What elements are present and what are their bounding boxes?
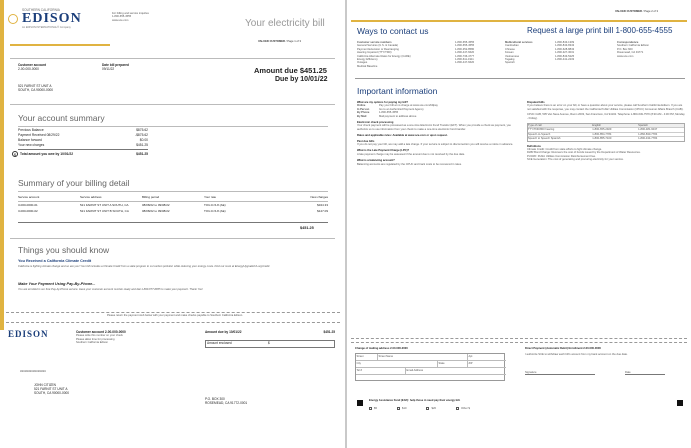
- summary-value: $451.25: [136, 143, 148, 147]
- options-heading: What are my options for paying my bill?: [357, 101, 409, 104]
- language-item: Spanish: [505, 61, 515, 65]
- contact-number: 1-800-655-4555: [455, 41, 475, 44]
- table-cell: Speech to Speech Spanish: [528, 137, 561, 141]
- account-block: [18, 63, 46, 71]
- climate-credit-text: California is fighting climate change and so are you! Your bill includes a Climate Credit from a state program to cut carbon pollution while reducing your energy costs. Find out more at EnergyUpgradeCA.org/credit.: [18, 265, 271, 268]
- balancing-heading: What is a balancing account?: [357, 159, 395, 163]
- column-header: Service account: [18, 195, 40, 199]
- language-number: 1-800-843-1309: [555, 41, 575, 44]
- account-number: 2-00-000-0000: [18, 67, 39, 72]
- divider: [18, 126, 328, 127]
- table-cell: 1-866-830-7784: [638, 132, 658, 136]
- contact-number: 1-800-352-8580: [455, 47, 475, 51]
- table-header: [18, 195, 328, 199]
- language-item: Tagalog: [505, 58, 515, 62]
- option-row: [357, 115, 517, 118]
- summary-value: -$875.62: [134, 133, 148, 137]
- stub-logo: [8, 330, 58, 339]
- eaf-option[interactable]: [369, 407, 377, 410]
- contact-number: 1-800-736-4777: [455, 54, 475, 58]
- table-cell: 3-000-0000-01: [18, 203, 38, 207]
- contact-item: California Alternate Rates for Energy (CARE): [357, 54, 411, 58]
- electronic-check-text: Your check payment will be processed as a one-time Electronic Fund Transfer (EFT). When you provide a check as payment, you authorize us to use information from your check to make a one-time electronic fund transfer.: [357, 124, 511, 131]
- definition-item: Climate Credit: Credit from state efforts to fight climate change.: [527, 148, 602, 152]
- summary-label: Previous Balance: [18, 128, 44, 132]
- correspondence-heading: Correspondence: [617, 41, 639, 44]
- field-label: City: [356, 361, 361, 365]
- stub-amount-value: $451.25: [323, 330, 335, 334]
- contacts-list: [357, 41, 437, 68]
- contact-item: Outages: [357, 61, 368, 65]
- climate-credit-heading: You Received a California Climate Credit: [18, 259, 92, 263]
- important-info-title: Important information: [357, 86, 438, 96]
- table-cell: Speech-to-Speech: [528, 132, 551, 136]
- language-number: 1-800-628-8843: [555, 47, 575, 51]
- language-number: 1-800-843-5225: [555, 54, 575, 58]
- state-field[interactable]: [438, 361, 468, 368]
- table-cell: 1-800-434-7784: [638, 137, 658, 141]
- logo-top-text: SOUTHERN CALIFORNIA: [22, 8, 60, 12]
- total-value: $451.25: [136, 152, 148, 156]
- sce-logo: [10, 8, 102, 42]
- customer-page-line: VALUED CUSTOMER / Page 2 of 3: [615, 10, 658, 13]
- eaf-option-label: $5: [374, 407, 377, 410]
- table-row: [528, 127, 684, 131]
- tear-line: [6, 312, 340, 313]
- divider: [10, 58, 335, 59]
- city-field[interactable]: [356, 361, 438, 368]
- table-cell: 1-800-655-2929: [592, 128, 612, 132]
- checkbox-icon[interactable]: [426, 407, 429, 410]
- account-summary-title: Your account summary: [18, 113, 105, 123]
- billing-detail-title: Summary of your billing detail: [18, 178, 130, 188]
- column-header: New charges: [310, 195, 328, 199]
- lpc-heading: What is the Late Payment Charge (LPC)?: [357, 149, 410, 153]
- tear-line: [351, 342, 687, 343]
- signature-field[interactable]: Signature: [525, 371, 595, 375]
- zip-field[interactable]: [468, 361, 506, 368]
- pay-by-phone-heading: Make Your Payment Using Pay-By-Phone...: [18, 282, 96, 286]
- remit-line: ROSEMEAD, CA 91772-0001: [205, 401, 248, 406]
- field-label: Street Name: [378, 354, 394, 358]
- service-address: [18, 84, 53, 92]
- barcode-text: 0000000000000000: [20, 370, 46, 373]
- change-address-form: [355, 353, 505, 381]
- stub-account: [76, 330, 166, 344]
- language-item: Vietnamese: [505, 54, 520, 58]
- phone-line: 1-800-655-4555: [112, 15, 132, 19]
- option-key: By Phone: [357, 111, 370, 115]
- logo-underline: [10, 44, 110, 46]
- tear-line: [351, 338, 687, 339]
- definition-item: PUCRF: Public Utilities Commission Reimbursement Fee.: [527, 154, 596, 158]
- address-line: 521 FARNIT ST UNIT A: [18, 84, 52, 88]
- account-label: Customer account: [18, 63, 46, 67]
- divider: [18, 222, 328, 223]
- option-key: By Mail: [357, 114, 367, 118]
- important-left-column: [357, 101, 517, 166]
- divider: [355, 78, 685, 79]
- field-label: Apt: [468, 354, 473, 358]
- logo-subtext: An EDISON INTERNATIONAL® Company: [22, 26, 71, 29]
- table-cell: 1-800-854-7784: [592, 132, 612, 136]
- option-key: In Person: [357, 107, 370, 111]
- checkbox-icon[interactable]: [369, 407, 372, 410]
- column-header: Spanish: [638, 124, 648, 128]
- eaf-options: [369, 407, 470, 410]
- multicultural-list: [505, 41, 550, 65]
- language-item: Cambodian: [505, 44, 519, 48]
- mailing-address: [34, 383, 69, 396]
- eaf-option-label: Other $: [460, 407, 470, 410]
- summary-row: [18, 138, 148, 142]
- table-cell: TOU-D-5-8 (AE): [204, 203, 226, 207]
- cpuc-text: CPUC CAB, 505 Van Ness Avenue, Room 2003, San Francisco, CA 94102. Telephone 1-800-649-7570 (8:30 AM - 4:30 PM, Monday - Friday).: [527, 113, 685, 120]
- correspondence-line: Rosemead, CA 91771: [617, 51, 644, 55]
- field-label: ZIP: [468, 361, 473, 365]
- lpc-text: A late payment charge may be assessed if the amount due is not received by the due date.: [357, 152, 466, 156]
- language-item: Korean: [505, 51, 514, 55]
- billing-table: [18, 195, 328, 213]
- amount-due-heading: Amount due $451.25: [254, 66, 327, 75]
- option-value: Go to an Authorized Payment Agency: [379, 107, 424, 111]
- due-by-heading: Due by 10/01/22: [275, 76, 328, 83]
- correspondence-block: [617, 41, 687, 58]
- website-link[interactable]: www.sce.com: [617, 54, 634, 58]
- tear-line: [6, 322, 340, 323]
- checkbox-icon[interactable]: [456, 407, 459, 410]
- stub-note: Please return the payment stub below with your payment and make checks payable to Southern California Edison.: [107, 314, 243, 317]
- large-print-title: Request a large print bill 1-800-655-4555: [527, 26, 673, 35]
- logo-word: EDISON: [22, 11, 82, 26]
- table-cell: TTY/TDD/800 hearing: [528, 128, 555, 132]
- eaf-title: Energy Assistance Fund (EAF): help those in need pay their energy bill.: [369, 399, 461, 402]
- page-number: Page 1 of 3: [287, 40, 301, 43]
- important-right-column: [527, 101, 685, 162]
- language-number: 1-800-327-3031: [555, 51, 575, 55]
- registration-mark: [677, 400, 683, 406]
- mail-address-line: 521 FARNIT ST UNIT A: [34, 387, 68, 392]
- date-block: [102, 63, 129, 71]
- summary-label: Payment Received 08/29/22: [18, 133, 60, 137]
- divider: [18, 191, 328, 192]
- stub-line: Southern California Edison: [76, 341, 108, 345]
- language-number: 1-800-441-2233: [555, 58, 575, 62]
- table-cell: 1-800-481-9047: [638, 128, 658, 132]
- divider: [18, 149, 148, 150]
- summary-label: Your new charges: [18, 143, 45, 147]
- stub-logo-word: EDISON: [8, 329, 49, 339]
- page-number: Page 2 of 3: [644, 10, 658, 13]
- summary-row: [18, 128, 148, 132]
- multicultural-numbers: [555, 41, 600, 61]
- gold-rule: [351, 20, 687, 22]
- language-table: [527, 123, 685, 142]
- amount-enclosed-prefix: $: [268, 341, 270, 345]
- contact-number: 1-800-611-1911: [455, 58, 474, 62]
- column-header: English: [592, 124, 602, 128]
- customer-name: VALUED CUSTOMER: [258, 40, 285, 43]
- contact-item: Hearing Impaired (TTY/TDD): [357, 51, 392, 55]
- disputes-text: If you believe there is an error on your bill, or have a question about your service, please call Southern California Edison. If you are not satisfied with the response, you may contact the California Public Utilities Commission (CPUC) Consumer Affairs Branch (CAB).: [527, 104, 684, 111]
- things-title: Things you should know: [18, 245, 110, 255]
- street-name-field[interactable]: [378, 354, 468, 361]
- checkbox-icon[interactable]: [397, 407, 400, 410]
- change-address-title: Change of mailing address 2-00-000-0000: [355, 347, 408, 350]
- multicultural-heading: Multicultural services: [505, 41, 533, 44]
- stub-amount-due: [205, 330, 335, 334]
- definition-item: DWR Bond Charge: Recovers the cost of bonds issued by the Department of Water Resources.: [527, 151, 641, 155]
- field-label: State: [438, 361, 445, 365]
- option-value: 1-800-655-4555: [379, 111, 399, 115]
- language-number: 1-800-843-8343: [555, 44, 575, 48]
- column-header: Service address: [80, 195, 102, 199]
- table-row: [528, 136, 684, 140]
- field-label: Street: [356, 354, 364, 358]
- rates-heading: Rates and applicable rules: Available at www.sce.com or upon request.: [357, 134, 448, 138]
- field-label: Tel #: [356, 368, 362, 372]
- contacts-numbers: [455, 41, 500, 65]
- column-header: Billing period: [142, 195, 160, 199]
- address-line: SOUTH, CA 90000-0000: [18, 88, 54, 93]
- field-label: Email Address: [406, 368, 424, 372]
- amount-enclosed-label: Amount enclosed: [207, 341, 232, 345]
- stub-amount-label: Amount due by 10/01/22: [205, 330, 242, 334]
- divider: [10, 238, 335, 239]
- table-cell: 3-000-0000-02: [18, 209, 38, 213]
- logo-ring-icon: [8, 14, 18, 24]
- summary-row: [18, 133, 148, 137]
- eaf-option-label: $20: [431, 407, 436, 410]
- stub-line: Please allow time for processing: [76, 337, 115, 341]
- balancing-text: Balancing accounts are regulated by the CPUC and track costs to be recovered in rates.: [357, 162, 462, 166]
- email-field[interactable]: [406, 368, 506, 375]
- bill-title: Your electricity bill: [245, 18, 325, 29]
- correspondence-line: P.O. Box 600: [617, 47, 633, 51]
- contact-number: 1-800-447-6620: [455, 61, 475, 65]
- apt-field[interactable]: [468, 354, 506, 361]
- past-due-heading: Past due bills: [357, 139, 375, 143]
- contact-heading: Customer service numbers: [357, 41, 392, 44]
- correspondence-line: Southern California Edison: [617, 44, 649, 48]
- contact-number: 1-800-655-4555: [455, 44, 475, 48]
- summary-value: $0.00: [139, 138, 148, 142]
- divider: [10, 104, 335, 105]
- disputes-heading: Disputed bills: [527, 101, 545, 104]
- customer-page-line: VALUED CUSTOMER / Page 1 of 3: [258, 40, 301, 43]
- table-cell: 1-800-855-7100: [592, 137, 612, 141]
- bill-page-2: [347, 0, 691, 448]
- phone-field[interactable]: [356, 368, 406, 375]
- definitions-heading: Definitions: [527, 144, 541, 148]
- date-field[interactable]: Date: [625, 371, 665, 375]
- amount-enclosed-field[interactable]: [205, 340, 335, 348]
- date-label: Date bill prepared: [102, 63, 129, 67]
- past-due-text: If you do not pay your bill, we may add a late charge. If your service is subject to disconnection you will receive a notice in advance.: [357, 143, 514, 147]
- eaf-option[interactable]: [397, 407, 406, 410]
- definition-item: SCE Generation: The cost of generating and procuring electricity for your service.: [527, 158, 624, 162]
- billing-total: $451.25: [300, 226, 314, 230]
- contact-item: General Services (U.S. & Canada): [357, 44, 399, 48]
- table-cell: 08/08/22 to 09/08/22: [142, 203, 170, 207]
- bill-page-1: [0, 0, 345, 448]
- direct-payment-text: I authorize SCE to withdraw each bill's amount from my bank account on the due date.: [525, 353, 628, 356]
- option-value: Pay your bill at no charge at www.sce.com/billpay: [379, 104, 438, 108]
- summary-total-row: [20, 152, 148, 156]
- dollar-circle-icon: $: [13, 152, 17, 157]
- phone-line: For billing and service inquiries: [112, 12, 149, 15]
- language-item: Chinese: [505, 47, 515, 51]
- summary-row: [18, 143, 148, 147]
- table-row: [18, 201, 328, 207]
- option-value: Mail payment to address above: [379, 114, 417, 118]
- phone-line: www.sce.com: [112, 18, 129, 22]
- mail-address-line: SOUTH, CA 90000-0000: [34, 391, 70, 396]
- street-number-field[interactable]: [356, 354, 378, 361]
- date-value: 09/11/22: [102, 67, 115, 72]
- eaf-option[interactable]: [426, 407, 435, 410]
- contact-item: Energy Efficiency: [357, 58, 378, 62]
- table-cell: 521 FARNIT ST UNIT B SOUTH, CA: [80, 209, 129, 213]
- summary-label: Balance forward: [18, 138, 42, 142]
- contact-item: Medical Baseline: [357, 64, 378, 68]
- column-header: Type of call: [528, 124, 542, 128]
- total-label: Total amount you owe by 10/01/22: [20, 152, 74, 156]
- eaf-option-label: $10: [402, 407, 407, 410]
- customer-name: VALUED CUSTOMER: [615, 10, 642, 13]
- table-cell: $127.09: [317, 209, 328, 213]
- phone-block: [112, 12, 182, 22]
- eaf-option[interactable]: [456, 407, 470, 410]
- registration-mark: [357, 400, 363, 406]
- table-row: [528, 132, 684, 136]
- gold-side-bar: [0, 0, 4, 330]
- table-cell: 08/08/22 to 09/08/22: [142, 209, 170, 213]
- direct-payment-title: Direct Payment (Automatic Debit) Enrollment 2-00-000-0000: [525, 347, 601, 350]
- pay-by-phone-text: You are enrolled in our free Pay-by-Phone service. Have your customer account number ready and dial 1-800-877-6655 to make your payment. Thank You!: [18, 288, 203, 291]
- electronic-check-heading: Electronic check processing: [357, 121, 394, 125]
- mail-name: JOHN CITIZEN: [34, 383, 56, 387]
- contact-item: Payment Extension or Rearranging: [357, 47, 399, 51]
- remit-line: P.O. BOX 300: [205, 397, 225, 401]
- stub-line: Please write this number on your check: [76, 334, 123, 338]
- table-cell: $324.33: [317, 203, 328, 207]
- column-header: Your rate: [204, 195, 217, 199]
- table-header: [528, 124, 684, 127]
- ways-to-contact-title: Ways to contact us: [357, 26, 429, 36]
- signature-row: [525, 371, 683, 375]
- table-row: [18, 209, 328, 213]
- contact-number: 1-800-447-6620: [455, 51, 475, 55]
- table-cell: TOU-D-5-8 (AE): [204, 209, 226, 213]
- remit-address: [205, 397, 247, 405]
- summary-value: $875.62: [136, 128, 148, 132]
- stub-account-label: Customer account 2-00-000-0000: [76, 330, 126, 334]
- option-key: Online: [357, 104, 366, 108]
- table-cell: 521 FARNIT ST UNIT A SOUTH, CA: [80, 203, 129, 207]
